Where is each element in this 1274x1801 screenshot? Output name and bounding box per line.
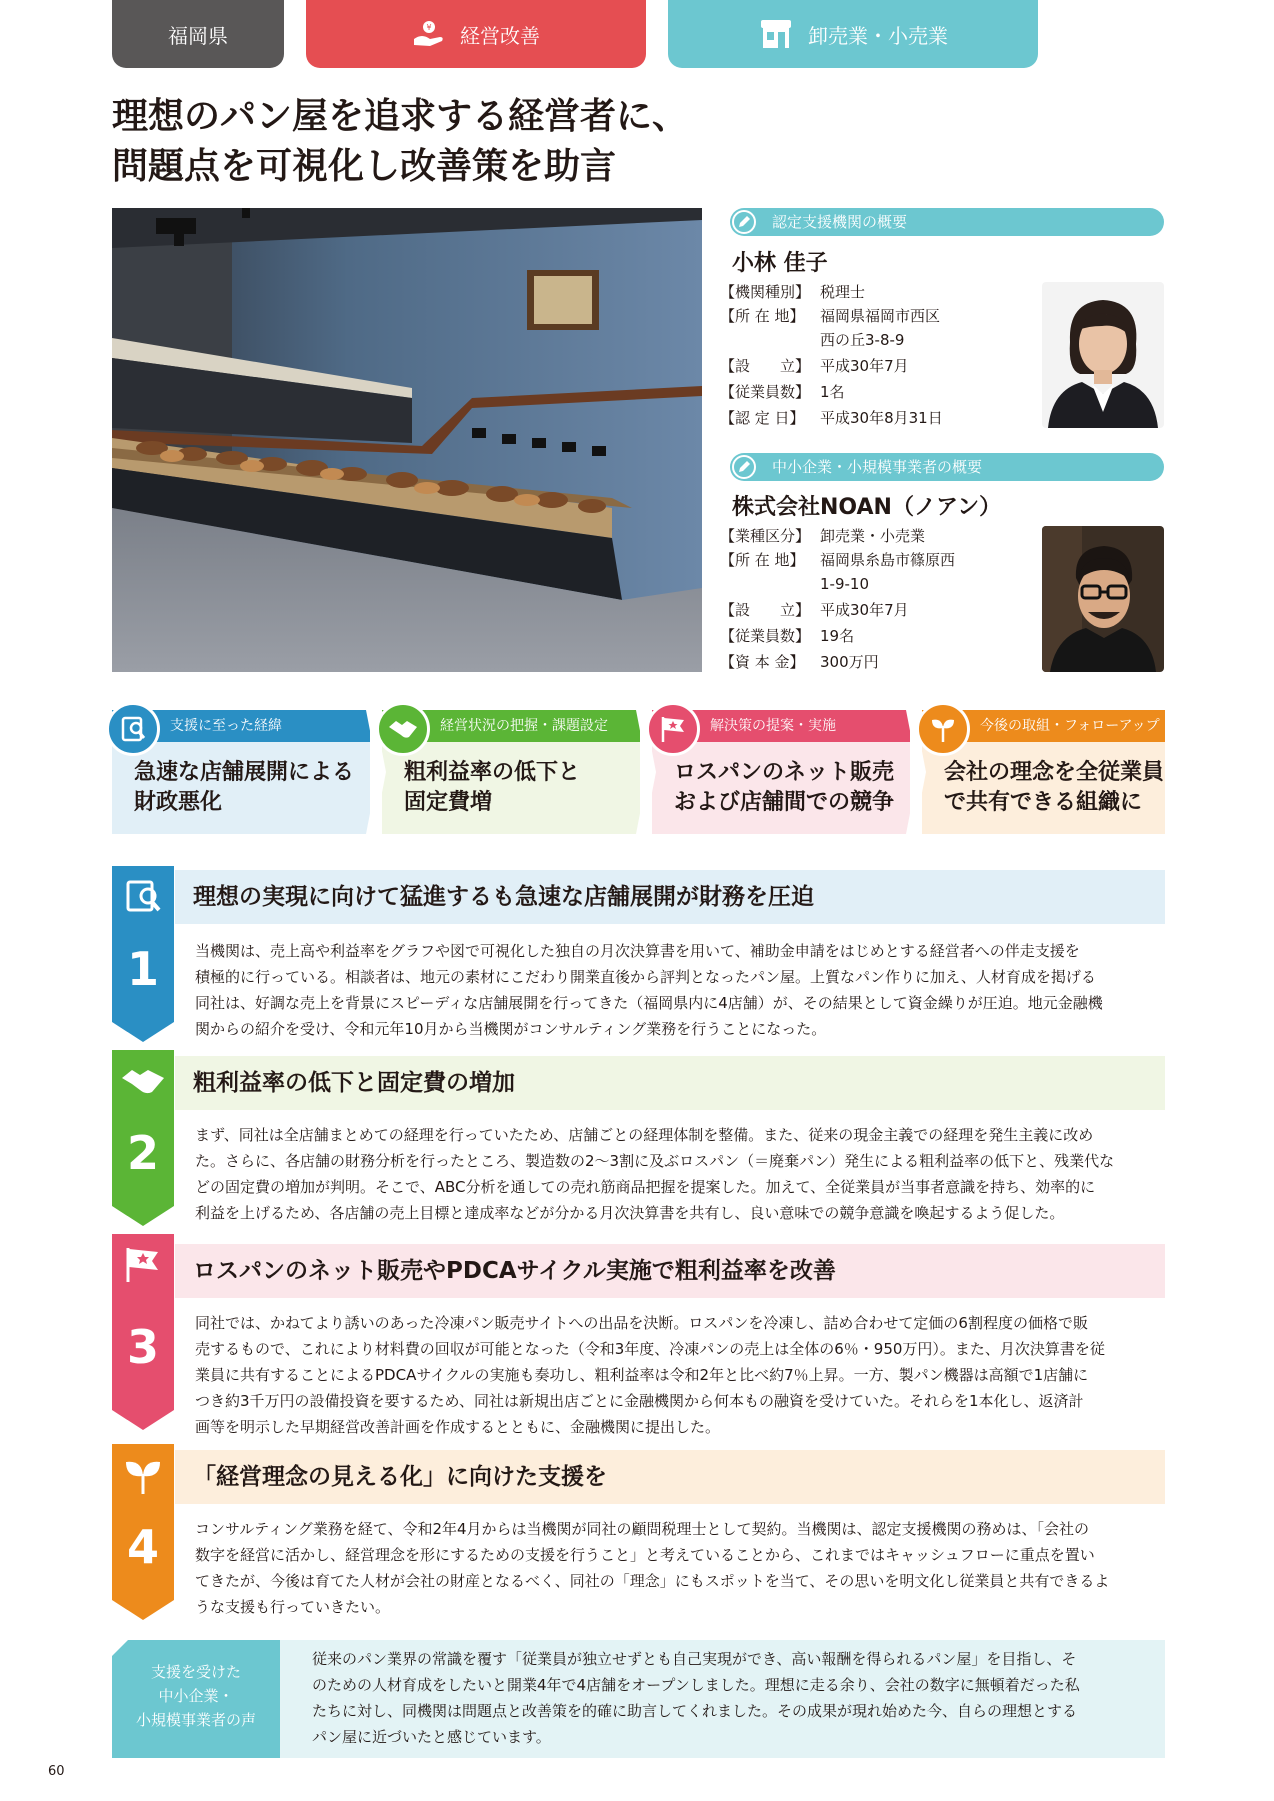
- section-number: 2: [126, 1126, 159, 1180]
- info-value: 平成30年7月: [820, 357, 909, 375]
- section-heading: ロスパンのネット販売やPDCAサイクル実施で粗利益率を改善: [175, 1244, 1165, 1298]
- advisor-portrait: [1042, 282, 1164, 428]
- industry-tag: [668, 0, 1038, 68]
- voice-label-line: 小規模事業者の声: [135, 1711, 256, 1729]
- info-value: 平成30年8月31日: [820, 409, 943, 427]
- section-heading: 「経営理念の見える化」に向けた支援を: [175, 1450, 1165, 1504]
- step-label: 解決策の提案・実施: [652, 710, 910, 742]
- chevron-divider: [906, 710, 926, 834]
- section-heading: 理想の実現に向けて猛進するも急速な店舗展開が財務を圧迫: [175, 870, 1165, 924]
- section-body: [195, 938, 1165, 1042]
- section-number: 4: [126, 1520, 159, 1574]
- body-line: 業員に共有することによるPDCAサイクルの実施も奏功し、粗利益率は令和2年と比べ約7％上昇。一方、製パン機器は高額で1店舗に: [195, 1366, 1089, 1384]
- page-number: 60: [48, 1764, 65, 1779]
- step-card-2: [382, 710, 640, 834]
- section-body: [195, 1516, 1165, 1620]
- info-row: [720, 524, 1050, 548]
- support-org-name: 小林 佳子: [732, 251, 828, 276]
- info-row: [720, 406, 1050, 430]
- support-org-section-label: [730, 208, 1164, 236]
- info-key: 【機関種別】: [720, 283, 811, 301]
- step-summary-line-1: 急速な店舗展開による: [134, 760, 355, 785]
- body-line: 同社は、好調な売上を背景にスピーディな店舗展開を行ってきた（福岡県内に4店舗）が、その結果として資金繰りが圧迫。地元金融機: [195, 994, 1103, 1012]
- info-key: 【従業員数】: [720, 627, 811, 645]
- info-key: 【認 定 日】: [720, 409, 805, 427]
- step-card-3: [652, 710, 910, 834]
- step-card-4: [922, 710, 1165, 834]
- owner-portrait: [1042, 526, 1164, 672]
- info-value: 税理士: [820, 283, 866, 301]
- body-line: うな支援も行っていきたい。: [195, 1598, 391, 1616]
- info-value: 卸売業・小売業: [820, 527, 926, 545]
- company-section-text: 中小企業・小規模事業者の概要: [772, 458, 983, 476]
- company-name: 株式会社NOAN（ノアン）: [732, 495, 1002, 520]
- step-card-1: [112, 710, 370, 834]
- voice-line: 従来のパン業界の常識を覆す「従業員が独立せずとも自己実現ができ、高い報酬を得られるパン屋」を目指し、そ: [312, 1650, 1077, 1668]
- bakery-interior-photo: [112, 208, 702, 672]
- step-summary-line-2: で共有できる組織に: [944, 790, 1143, 815]
- voice-label-line: 中小企業・: [158, 1687, 234, 1705]
- company-section-label: [730, 453, 1164, 481]
- category-tag: [306, 0, 646, 68]
- body-line: どの固定費の増加が判明。そこで、ABC分析を通しての売れ筋商品把握を提案した。加えて、全従業員が当事者意識を持ち、効率的に: [195, 1178, 1096, 1196]
- category-label: 経営改善: [460, 23, 540, 48]
- info-row: [720, 280, 1050, 304]
- support-org-section-text: 認定支援機関の概要: [772, 213, 908, 231]
- svg-text:¥: ¥: [426, 23, 432, 32]
- info-row: [720, 354, 1050, 378]
- body-line: 当機関は、売上高や利益率をグラフや図で可視化した独自の月次決算書を用いて、補助金申請をはじめとする経営者への伴走支援を: [195, 942, 1080, 960]
- info-key: 【設 立】: [720, 357, 811, 375]
- step-summary: [652, 742, 910, 834]
- info-value-line2: 1-9-10: [820, 575, 869, 593]
- info-value: 福岡県糸島市篠原西: [820, 551, 956, 569]
- voice-label: [112, 1640, 280, 1758]
- info-value: 平成30年7月: [820, 601, 909, 619]
- step-summary-line-2: 固定費増: [404, 790, 493, 815]
- info-row: [720, 304, 1050, 352]
- step-label: 今後の取組・フォローアップ: [922, 710, 1165, 742]
- step-summary: [112, 742, 370, 834]
- step-label: 支援に至った経緯: [112, 710, 370, 742]
- voice-line: のための人材育成をしたいと開業4年で4店舗をオープンしました。理想に走る余り、会社の数字に無頓着だった私: [312, 1676, 1080, 1694]
- info-value-line2: 西の丘3-8-9: [820, 331, 905, 349]
- hand-heart-icon: [412, 19, 446, 49]
- section-3-marker: [112, 1234, 174, 1430]
- voice-label-line: 支援を受けた: [150, 1663, 241, 1681]
- info-key: 【設 立】: [720, 601, 811, 619]
- chevron-divider: [636, 710, 656, 834]
- section-1-marker: [112, 866, 174, 1042]
- clipboard-search-icon: [106, 702, 160, 756]
- body-line: てきたが、今後は育てた人材が会社の財産となるべく、同社の「理念」にもスポットを当て、その思いを明文化し従業員と共有できるよ: [195, 1572, 1110, 1590]
- step-summary-line-2: および店舗間での競争: [674, 790, 895, 815]
- info-row: [720, 380, 1050, 404]
- body-line: コンサルティング業務を経て、令和2年4月からは当機関が同社の顧問税理士として契約。当機関は、認定支援機関の務めは、「会社の: [195, 1520, 1090, 1538]
- info-row: [720, 624, 1050, 648]
- company-info: [720, 524, 1050, 674]
- prefecture-label: 福岡県: [168, 23, 228, 48]
- info-value: 300万円: [820, 653, 879, 671]
- info-row: [720, 598, 1050, 622]
- step-summary-line-1: 粗利益率の低下と: [404, 760, 581, 785]
- step-summary-line-2: 財政悪化: [134, 790, 223, 815]
- voice-line: パン屋に近づいたと感じています。: [312, 1728, 551, 1746]
- info-row: [720, 548, 1050, 596]
- support-org-info: [720, 280, 1050, 430]
- info-value: 19名: [820, 627, 855, 645]
- step-summary: [382, 742, 640, 834]
- body-line: 関からの紹介を受け、令和元年10月から当機関がコンサルティング業務を行うことになった。: [195, 1020, 827, 1038]
- section-number: 1: [126, 942, 159, 996]
- body-line: つき約3千万円の設備投資を要するため、同社は新規出店ごとに金融機関から何本もの融資を受けていた。それらを1本化し、返済計: [195, 1392, 1084, 1410]
- body-line: 数字を経営に活かし、経営理念を形にするための支援を行うこと」と考えていることから、これまではキャッシュフローに重点を置い: [195, 1546, 1095, 1564]
- body-line: 画等を明示した早期経営改善計画を作成するとともに、金融機関に提出した。: [195, 1418, 721, 1436]
- page-title: [112, 92, 688, 192]
- section-heading: 粗利益率の低下と固定費の増加: [175, 1056, 1165, 1110]
- pen-icon: [732, 455, 756, 479]
- chevron-divider: [366, 710, 386, 834]
- step-label: 経営状況の把握・課題設定: [382, 710, 640, 742]
- section-4-marker: [112, 1444, 174, 1620]
- voice-text: [280, 1640, 1165, 1758]
- shop-icon: [758, 18, 794, 50]
- title-line-1: 理想のパン屋を追求する経営者に、: [112, 96, 689, 137]
- info-row: [720, 650, 1050, 674]
- section-2-marker: [112, 1050, 174, 1226]
- prefecture-tag: [112, 0, 284, 68]
- step-summary: [922, 742, 1165, 834]
- body-line: 積極的に行っている。相談者は、地元の素材にこだわり開業直後から評判となったパン屋。上質なパン作りに加え、人材育成を掲げる: [195, 968, 1096, 986]
- info-key: 【所 在 地】: [720, 307, 805, 325]
- info-value: 1名: [820, 383, 845, 401]
- title-line-2: 問題点を可視化し改善策を助言: [112, 146, 617, 187]
- info-key: 【所 在 地】: [720, 551, 805, 569]
- section-number: 3: [126, 1320, 159, 1374]
- info-key: 【従業員数】: [720, 383, 811, 401]
- info-key: 【業種区分】: [720, 527, 811, 545]
- info-value: 福岡県福岡市西区: [820, 307, 941, 325]
- step-summary-line-1: ロスパンのネット販売: [674, 760, 895, 785]
- section-body: [195, 1122, 1165, 1226]
- industry-label: 卸売業・小売業: [808, 23, 948, 48]
- section-body: [195, 1310, 1165, 1440]
- pen-icon: [732, 210, 756, 234]
- step-summary-line-1: 会社の理念を全従業員: [944, 760, 1165, 785]
- body-line: た。さらに、各店舗の財務分析を行ったところ、製造数の2～3割に及ぶロスパン（＝廃棄パン）発生による粗利益率の低下と、残業代な: [195, 1152, 1115, 1170]
- voice-line: たちに対し、同機関は問題点と改善策を的確に助言してくれました。その成果が現れ始めた今、自らの理想とする: [312, 1702, 1078, 1720]
- body-line: 利益を上げるため、各店舗の売上目標と達成率などが分かる月次決算書を共有し、良い意味での競争意識を喚起するよう促した。: [195, 1204, 1065, 1222]
- body-line: 同社では、かねてより誘いのあった冷凍パン販売サイトへの出品を決断。ロスパンを冷凍し、詰め合わせて定価の6割程度の価格で販: [195, 1314, 1088, 1332]
- body-line: まず、同社は全店舗まとめての経理を行っていたため、店舗ごとの経理体制を整備。また、従来の現金主義での経理を発生主義に改め: [195, 1126, 1094, 1144]
- info-key: 【資 本 金】: [720, 653, 805, 671]
- body-line: 売するもので、これにより材料費の回収が可能となった（令和3年度、冷凍パンの売上は全体の6％・950万円）。また、月次決算書を従: [195, 1340, 1105, 1358]
